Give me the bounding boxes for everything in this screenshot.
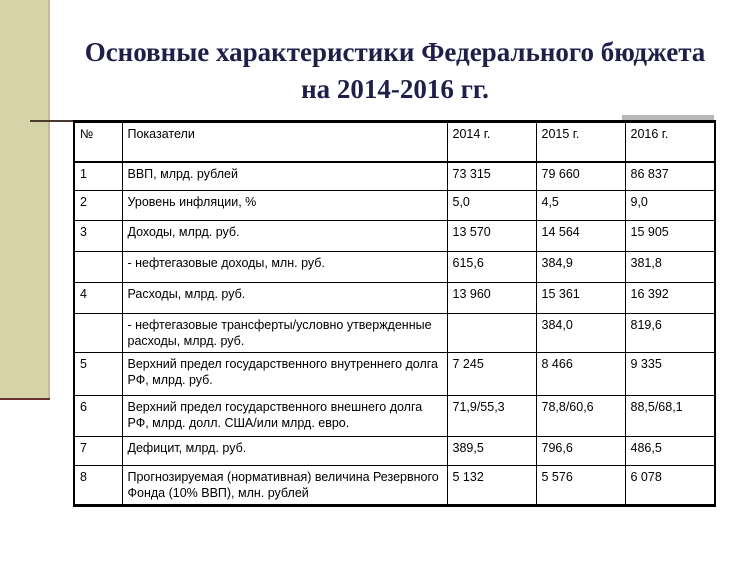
table-row <box>74 313 715 352</box>
value-2015: 78,8/60,6 <box>536 395 625 436</box>
row-number: 2 <box>74 190 122 220</box>
table-row <box>74 220 715 251</box>
row-number <box>74 251 122 282</box>
value-2015: 5 576 <box>536 465 625 505</box>
row-indicator: - нефтегазовые доходы, млн. руб. <box>122 251 447 282</box>
value-2016: 819,6 <box>625 313 715 352</box>
table-row <box>74 190 715 220</box>
table-row <box>74 162 715 190</box>
value-2016: 381,8 <box>625 251 715 282</box>
row-indicator: Верхний предел государственного внешнего долга РФ, млрд. долл. США/или млрд. евро. <box>122 395 447 436</box>
row-indicator: Прогнозируемая (нормативная) величина Резервного Фонда (10% ВВП), млн. рублей <box>122 465 447 505</box>
row-indicator: Расходы, млрд. руб. <box>122 282 447 313</box>
value-2015: 4,5 <box>536 190 625 220</box>
header-2015: 2015 г. <box>536 122 625 163</box>
value-2015: 14 564 <box>536 220 625 251</box>
value-2016: 6 078 <box>625 465 715 505</box>
table-row <box>74 395 715 436</box>
row-indicator: Верхний предел государственного внутреннего долга РФ, млрд. руб. <box>122 352 447 395</box>
value-2015: 796,6 <box>536 436 625 465</box>
header-2016: 2016 г. <box>625 122 715 163</box>
value-2016: 9 335 <box>625 352 715 395</box>
row-indicator: - нефтегазовые трансферты/условно утвержденные расходы, млрд. руб. <box>122 313 447 352</box>
table-row <box>74 251 715 282</box>
row-number <box>74 313 122 352</box>
value-2016: 86 837 <box>625 162 715 190</box>
value-2016: 9,0 <box>625 190 715 220</box>
row-number: 6 <box>74 395 122 436</box>
budget-table <box>73 120 716 507</box>
decorative-side-panel <box>0 0 48 398</box>
row-number: 3 <box>74 220 122 251</box>
value-2014 <box>447 313 536 352</box>
value-2014: 7 245 <box>447 352 536 395</box>
value-2015: 15 361 <box>536 282 625 313</box>
decorative-horizontal-line <box>0 398 50 400</box>
table-row <box>74 352 715 395</box>
value-2015: 384,0 <box>536 313 625 352</box>
header-2014: 2014 г. <box>447 122 536 163</box>
table-row <box>74 282 715 313</box>
table-row <box>74 436 715 465</box>
row-number: 5 <box>74 352 122 395</box>
value-2015: 79 660 <box>536 162 625 190</box>
row-indicator: ВВП, млрд. рублей <box>122 162 447 190</box>
value-2014: 71,9/55,3 <box>447 395 536 436</box>
value-2014: 615,6 <box>447 251 536 282</box>
row-number: 4 <box>74 282 122 313</box>
row-indicator: Уровень инфляции, % <box>122 190 447 220</box>
value-2016: 486,5 <box>625 436 715 465</box>
row-number: 7 <box>74 436 122 465</box>
value-2016: 15 905 <box>625 220 715 251</box>
value-2014: 5 132 <box>447 465 536 505</box>
table-header-row <box>74 122 715 163</box>
decorative-vertical-line <box>48 0 50 398</box>
value-2015: 8 466 <box>536 352 625 395</box>
row-number: 8 <box>74 465 122 505</box>
value-2014: 5,0 <box>447 190 536 220</box>
value-2014: 73 315 <box>447 162 536 190</box>
row-indicator: Доходы, млрд. руб. <box>122 220 447 251</box>
row-number: 1 <box>74 162 122 190</box>
slide-title: Основные характеристики Федерального бюджета на 2014-2016 гг. <box>84 37 706 104</box>
value-2015: 384,9 <box>536 251 625 282</box>
value-2014: 389,5 <box>447 436 536 465</box>
table-row <box>74 465 715 505</box>
value-2014: 13 570 <box>447 220 536 251</box>
header-indicator: Показатели <box>122 122 447 163</box>
value-2016: 16 392 <box>625 282 715 313</box>
row-indicator: Дефицит, млрд. руб. <box>122 436 447 465</box>
header-number: № <box>74 122 122 163</box>
value-2016: 88,5/68,1 <box>625 395 715 436</box>
value-2014: 13 960 <box>447 282 536 313</box>
